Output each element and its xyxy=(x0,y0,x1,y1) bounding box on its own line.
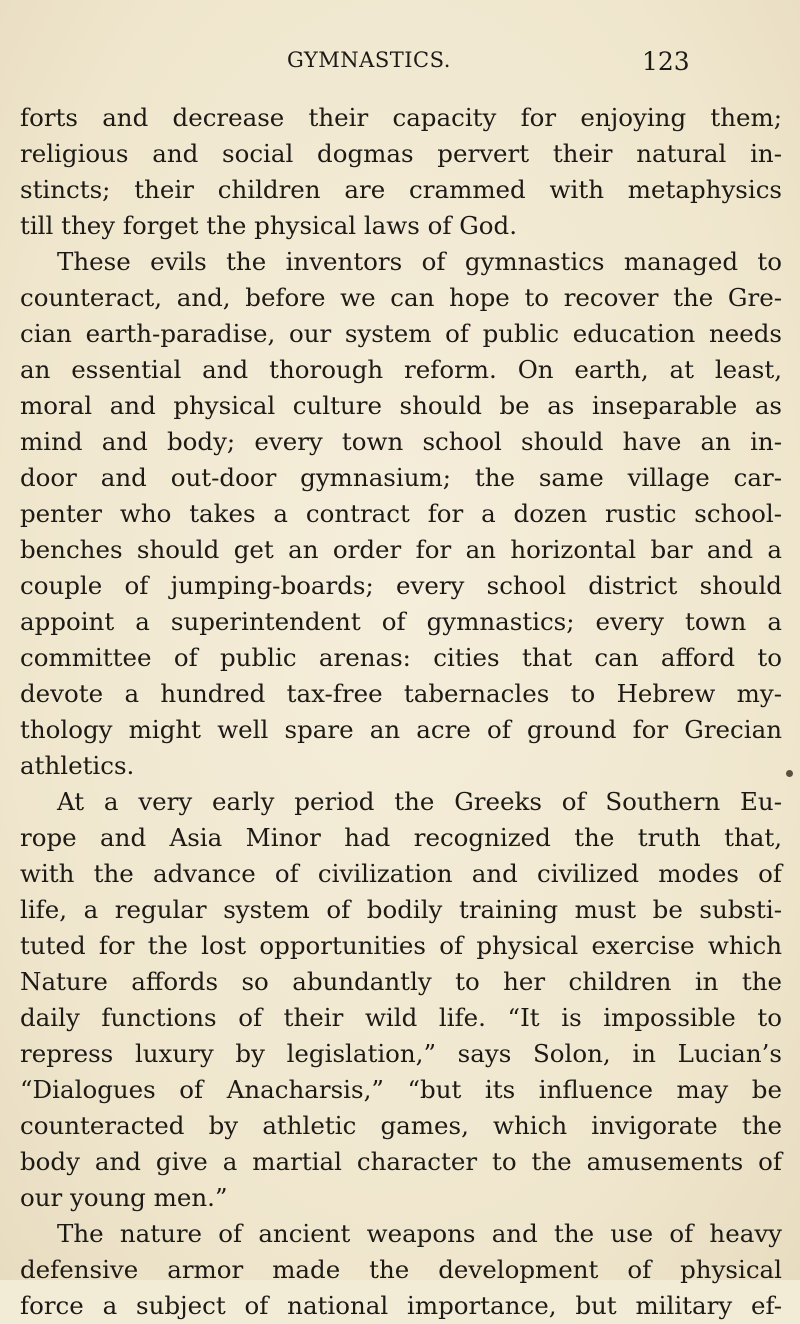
text-line: athletics. xyxy=(20,751,135,780)
text-line: tuted for the lost opportunities of physical exercise which xyxy=(20,931,782,960)
text-line: cian earth-paradise, our system of public education needs xyxy=(20,319,782,348)
text-line: body and give a martial character to the amusements of xyxy=(20,1147,782,1176)
text-line: religious and social dogmas pervert their natural in- xyxy=(20,139,782,168)
text-line: stincts; their children are crammed with metaphysics xyxy=(20,175,782,204)
text-line: an essential and thorough reform. On earth, at least, xyxy=(20,355,782,384)
text-line: These evils the inventors of gymnastics managed to xyxy=(57,247,782,276)
text-line: At a very early period the Greeks of Southern Eu- xyxy=(57,787,782,816)
text-line: forts and decrease their capacity for enjoying them; xyxy=(20,103,782,132)
text-line: rope and Asia Minor had recognized the truth that, xyxy=(20,823,782,852)
text-line: force a subject of national importance, but military ef- xyxy=(20,1291,782,1320)
text-line: counteracted by athletic games, which invigorate the xyxy=(20,1111,782,1140)
text-line: penter who takes a contract for a dozen rustic school- xyxy=(20,499,782,528)
text-line: committee of public arenas: cities that can afford to xyxy=(20,643,782,672)
text-line: with the advance of civilization and civilized modes of xyxy=(20,859,782,888)
text-line: defensive armor made the development of physical xyxy=(20,1255,782,1284)
page-header xyxy=(0,44,800,84)
text-line: “Dialogues of Anacharsis,” “but its influence may be xyxy=(20,1075,782,1104)
text-line: till they forget the physical laws of God. xyxy=(20,211,517,240)
text-line: mind and body; every town school should have an in- xyxy=(20,427,782,456)
text-line: counteract, and, before we can hope to recover the Gre- xyxy=(20,283,782,312)
text-line: devote a hundred tax-free tabernacles to Hebrew my- xyxy=(20,679,782,708)
text-line: our young men.” xyxy=(20,1183,228,1212)
page-number: 123 xyxy=(642,47,690,76)
text-line: appoint a superintendent of gymnastics; every town a xyxy=(20,607,782,636)
text-line: door and out-door gymnasium; the same village car- xyxy=(20,463,782,492)
text-line: daily functions of their wild life. “It is impossible to xyxy=(20,1003,782,1032)
text-line: couple of jumping-boards; every school district should xyxy=(20,571,782,600)
margin-dot xyxy=(786,770,793,777)
text-line: benches should get an order for an horizontal bar and a xyxy=(20,535,782,564)
text-line: life, a regular system of bodily training must be substi- xyxy=(20,895,782,924)
text-line: The nature of ancient weapons and the use of heavy xyxy=(57,1219,782,1248)
text-line: thology might well spare an acre of ground for Grecian xyxy=(20,715,782,744)
running-title: GYMNASTICS. xyxy=(287,48,451,72)
text-line: repress luxury by legislation,” says Solon, in Lucian’s xyxy=(20,1039,782,1068)
text-line: moral and physical culture should be as inseparable as xyxy=(20,391,782,420)
text-line: Nature affords so abundantly to her children in the xyxy=(20,967,782,996)
